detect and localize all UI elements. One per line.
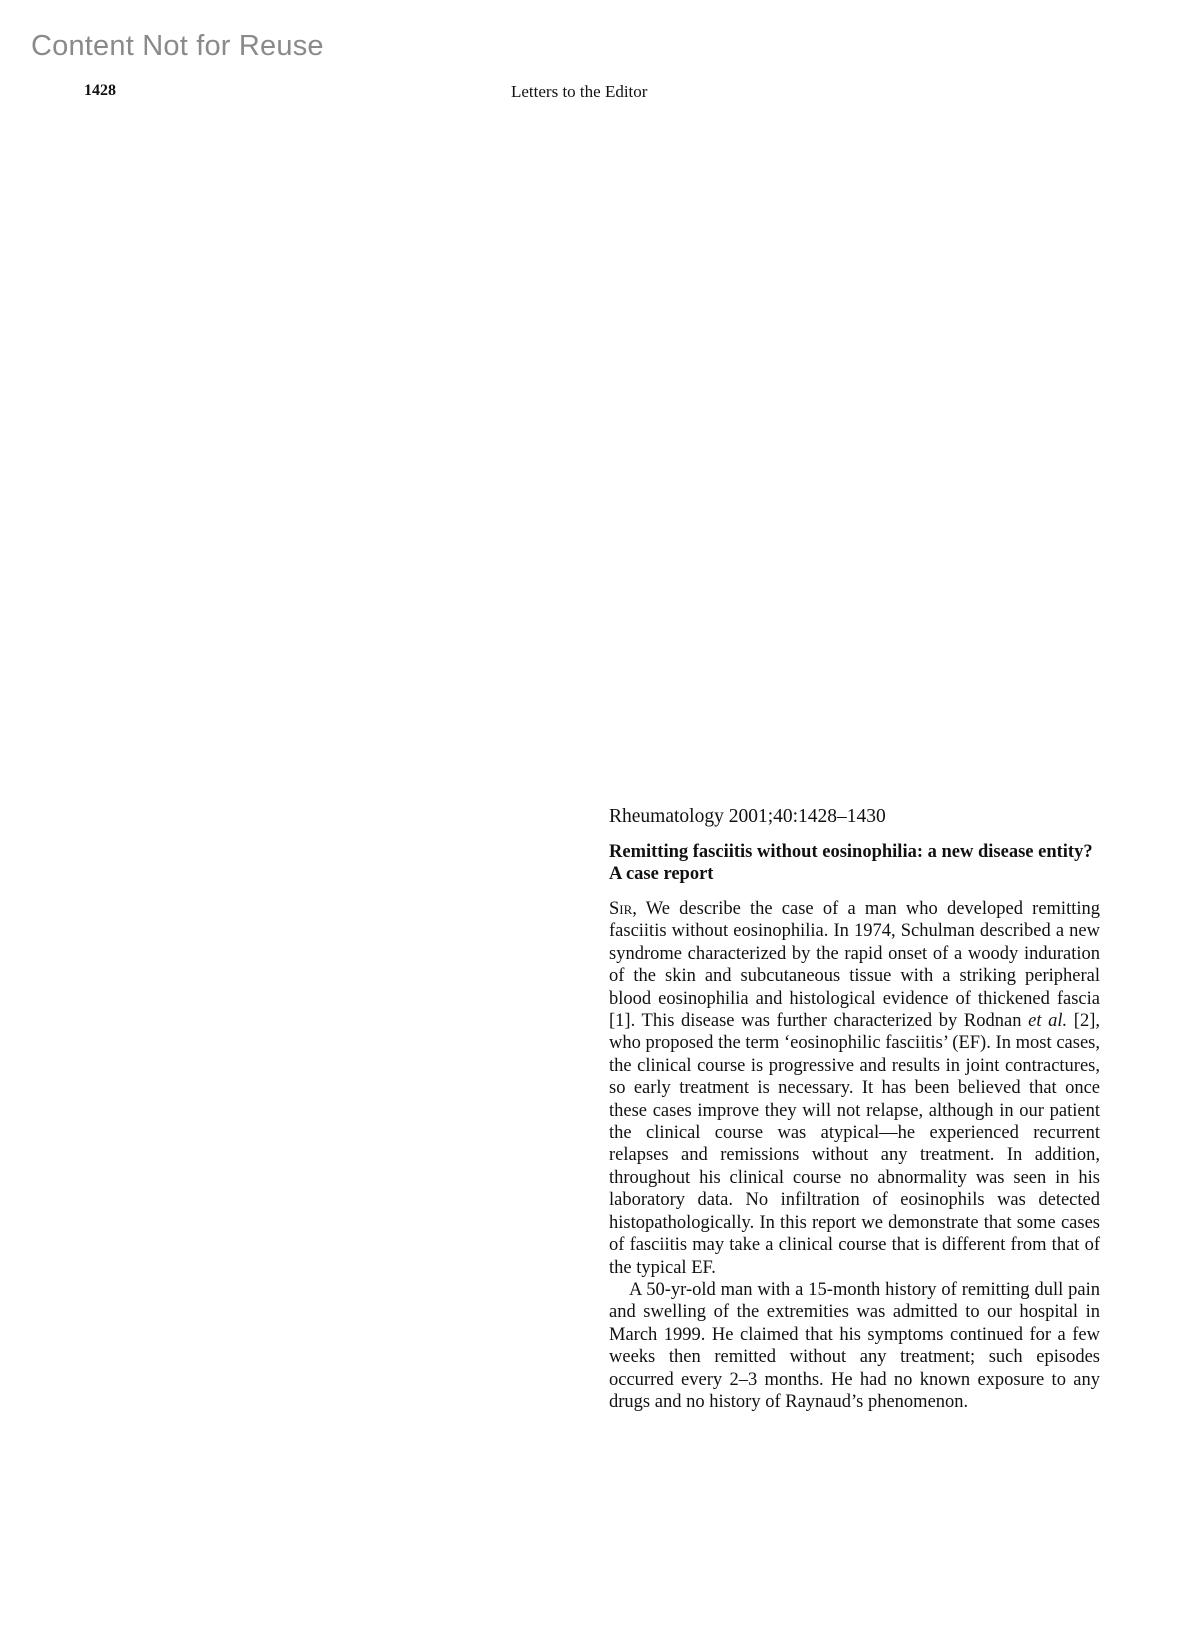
running-head: Letters to the Editor <box>511 82 648 101</box>
salutation: Sir <box>609 899 633 919</box>
paragraph-text: [2], who proposed the term ‘eosinophilic fasciitis’ (EF). In most cases, the clinical course is progressive and results in joint contractures, so early treatment is necessary. It has been believed that once these cases improve they will not relapse, although in our patient the clinical course was atypical—he experienced recurrent relapses and remissions without any treatment. In addition, throughout his clinical course no abnormality was seen in his laboratory data. No infiltration of eosinophils was detected histopathologically. In this report we demonstrate that some cases of fasciitis may take a clinical course that is different from that of the typical EF. <box>609 1011 1100 1278</box>
journal-citation: Rheumatology 2001;40:1428–1430 <box>609 806 886 827</box>
italic-text: et al. <box>1028 1011 1068 1032</box>
page-number: 1428 <box>84 82 116 99</box>
article-title: Remitting fasciitis without eosinophilia: a new disease entity? A case report <box>609 842 1093 884</box>
body-paragraph-1 <box>609 898 1100 1279</box>
article <box>609 806 1100 1413</box>
watermark: Content Not for Reuse <box>31 30 324 62</box>
paragraph-text: , We describe the case of a man who developed remitting fasciitis without eosinophilia. In 1974, Schulman described a new syndrome characterized by the rapid onset of a woody induration of the skin and subcutaneous tissue with a striking peripheral blood eosinophilia and histological evidence of thickened fascia [1]. This disease was further characterized by Rodnan <box>609 899 1100 1032</box>
body-paragraph-2: A 50-yr-old man with a 15-month history of remitting dull pain and swelling of the extremities was admitted to our hospital in March 1999. He claimed that his symptoms continued for a few weeks then remitted without any treatment; such episodes occurred every 2–3 months. He had no known exposure to any drugs and no history of Raynaud’s phenomenon. <box>609 1279 1100 1412</box>
